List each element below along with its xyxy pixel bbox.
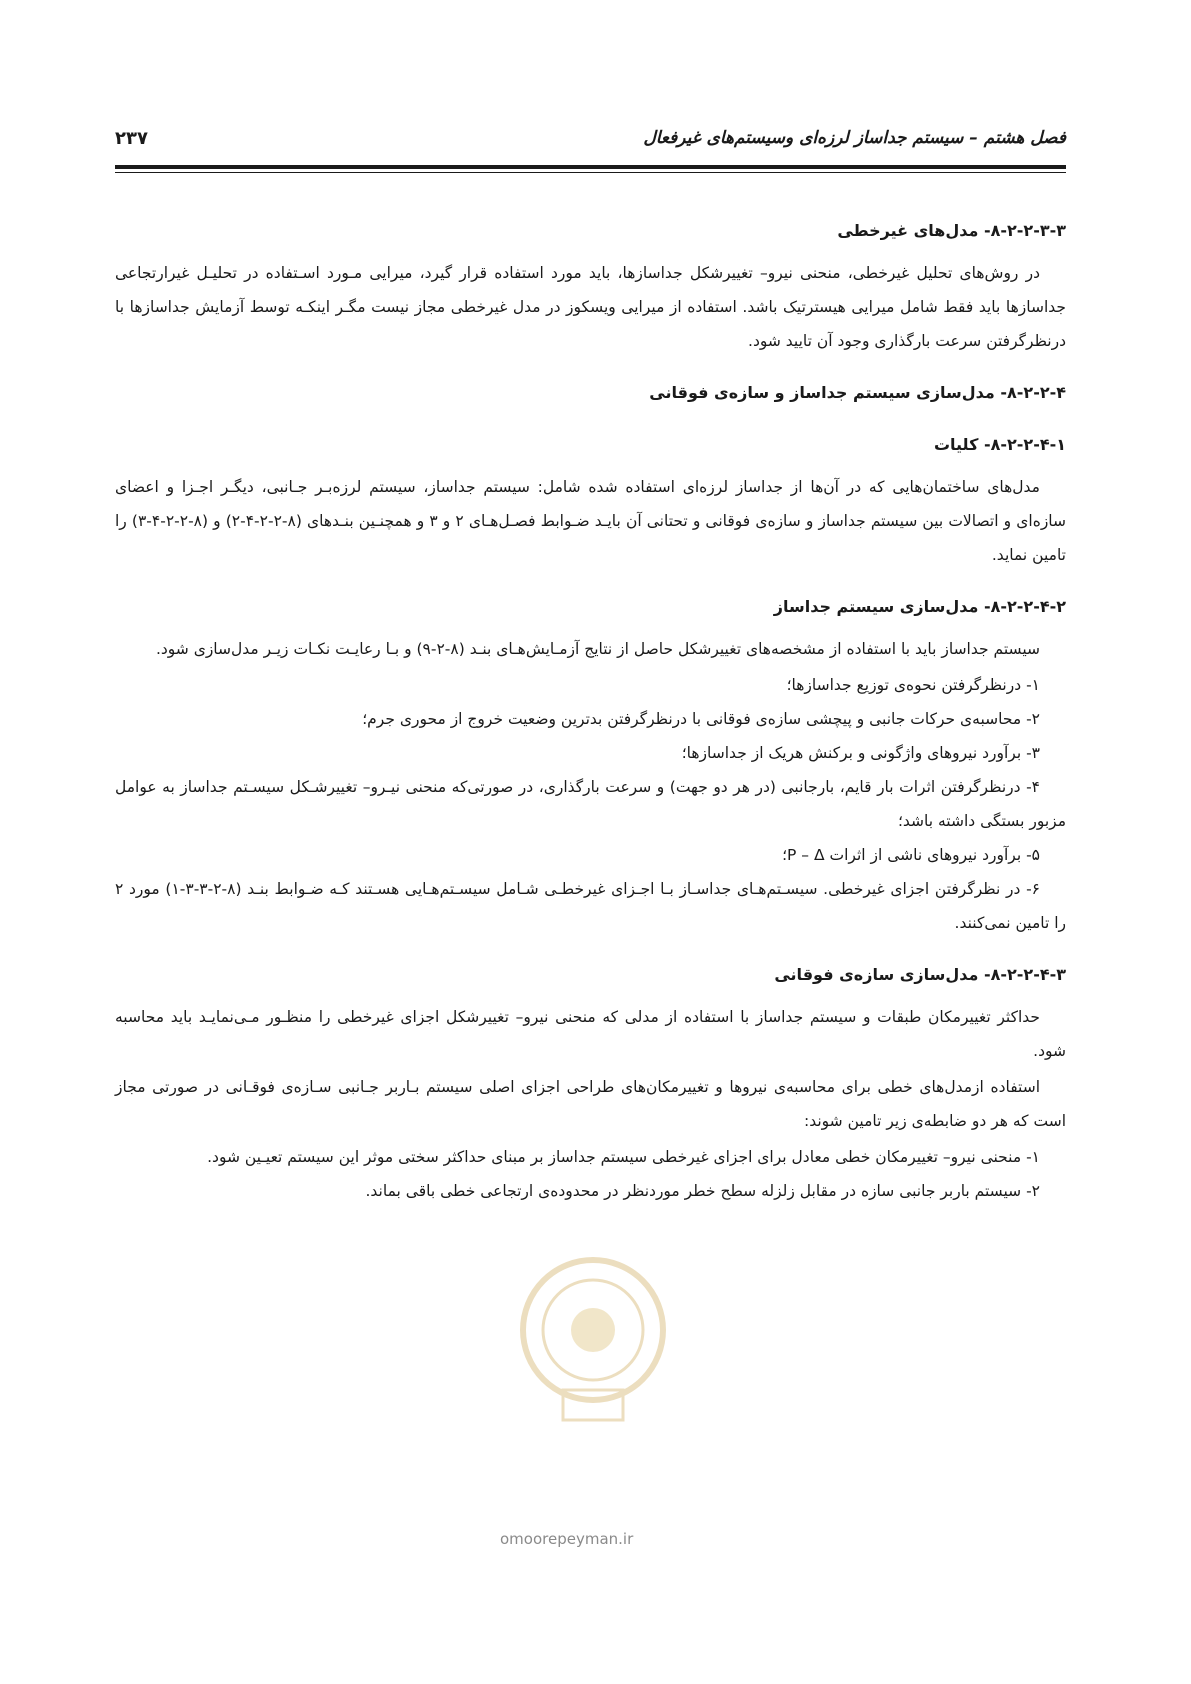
list-item: ۶- در نظرگرفتن اجزای غیرخطی. سیسـتم‌هـای جداسـاز بـا اجـزای غیرخطـی شـامل سیسـتم‌هـایی هسـتند کـه ضـوابط بنـد (۸-۲-۳-۳-۱) مورد ۲ را تامین نمی‌کنند. xyxy=(115,880,1066,932)
paragraph: در روش‌های تحلیل غیرخطی، منحنی نیرو– تغییرشکل جداسازها، باید مورد استفاده قرار گیرد، میرایی مـورد اسـتفاده در تحلیـل غیرارتجاعی جداسازها باید فقط شامل میرایی هیسترتیک باشد. استفاده از میرایی ویسکوز در مدل غیرخطی مجاز نیست مگـر اینکـه توسط آزمایش جداسازها با درنظرگرفتن سرعت بارگذاری وجود آن تایید شود. xyxy=(115,264,1066,350)
section-heading: ۸-۲-۲-۳-۳- مدل‌های غیرخطی xyxy=(837,221,1066,240)
list-item: ۳- برآورد نیروهای واژگونی و برکنش هریک از جداسازها؛ xyxy=(681,744,1040,762)
list-item: ۵- برآورد نیروهای ناشی از اثرات P – Δ؛ xyxy=(782,846,1040,864)
header-rule-thick xyxy=(115,165,1066,169)
paragraph: استفاده ازمدل‌های خطی برای محاسبه‌ی نیروها و تغییرمکان‌های طراحی اجزای اصلی سیستم بـاربر جـانبی سـازه‌ی فوقـانی در صورتی مجاز است که هر دو ضابطه‌ی زیر تامین شوند: xyxy=(115,1078,1066,1130)
section-heading: ۸-۲-۲-۴-۳- مدل‌سازی سازه‌ی فوقانی xyxy=(774,965,1066,984)
header-rule-thin xyxy=(115,172,1066,173)
watermark-text: omoorepeyman.ir xyxy=(500,1530,634,1548)
chapter-title: فصل هشتم – سیستم جداساز لرزه‌ای وسیستم‌های غیرفعال xyxy=(643,128,1066,148)
watermark-logo xyxy=(508,1240,678,1490)
page-number: ۲۳۷ xyxy=(115,128,148,149)
list-item: ۱- درنظرگرفتن نحوه‌ی توزیع جداسازها؛ xyxy=(786,676,1040,694)
section-heading: ۸-۲-۲-۴-۲- مدل‌سازی سیستم جداساز xyxy=(773,597,1066,616)
section-heading: ۸-۲-۲-۴-۱- کلیات xyxy=(933,435,1066,454)
list-item: ۱- منحنی نیرو– تغییرمکان خطی معادل برای اجزای غیرخطی سیستم جداساز بر مبنای حداکثر سختی موثر این سیستم تعیـین شود. xyxy=(207,1148,1040,1166)
document-body xyxy=(115,214,1066,1208)
paragraph: سیستم جداساز باید با استفاده از مشخصه‌های تغییرشکل حاصل از نتایج آزمـایش‌هـای بنـد (۸-۲-۹) و بـا رعایـت نکـات زیـر مدل‌سازی شود. xyxy=(155,640,1040,658)
list-item: ۲- سیستم باربر جانبی سازه در مقابل زلزله سطح خطر موردنظر در محدوده‌ی ارتجاعی خطی باقی بماند. xyxy=(365,1182,1040,1200)
list-item: ۴- درنظرگرفتن اثرات بار قایم، بارجانبی (در هر دو جهت) و سرعت بارگذاری، در صورتی‌که منحنی نیـرو– تغییرشـکل سیسـتم جداساز به عوامل مزبور بستگی داشته باشد؛ xyxy=(115,778,1066,830)
page-header xyxy=(115,128,1066,158)
paragraph: حداکثر تغییرمکان طبقات و سیستم جداساز با استفاده از مدلی که منحنی نیرو– تغییرشکل اجزای غیرخطی را منظـور مـی‌نمایـد باید محاسبه شود. xyxy=(115,1008,1066,1060)
section-heading: ۸-۲-۲-۴- مدل‌سازی سیستم جداساز و سازه‌ی فوقانی xyxy=(649,383,1066,402)
paragraph: مدل‌های ساختمان‌هایی که در آن‌ها از جداساز لرزه‌ای استفاده شده شامل: سیستم جداساز، سیستم لرزه‌بـر جـانبی، دیگـر اجـزا و اعضای سازه‌ای و اتصالات بین سیستم جداساز و سازه‌ی فوقانی و تحتانی آن بایـد ضـوابط فصـل‌هـای ۲ و ۳ و همچنـین بنـدهای (۸-۲-۲-۴-۲) و (۸-۲-۲-۴-۳) را تامین نماید. xyxy=(115,478,1067,564)
list-item: ۲- محاسبه‌ی حرکات جانبی و پیچشی سازه‌ی فوقانی با درنظرگرفتن بدترین وضعیت خروج از محوری جرم؛ xyxy=(362,710,1040,728)
